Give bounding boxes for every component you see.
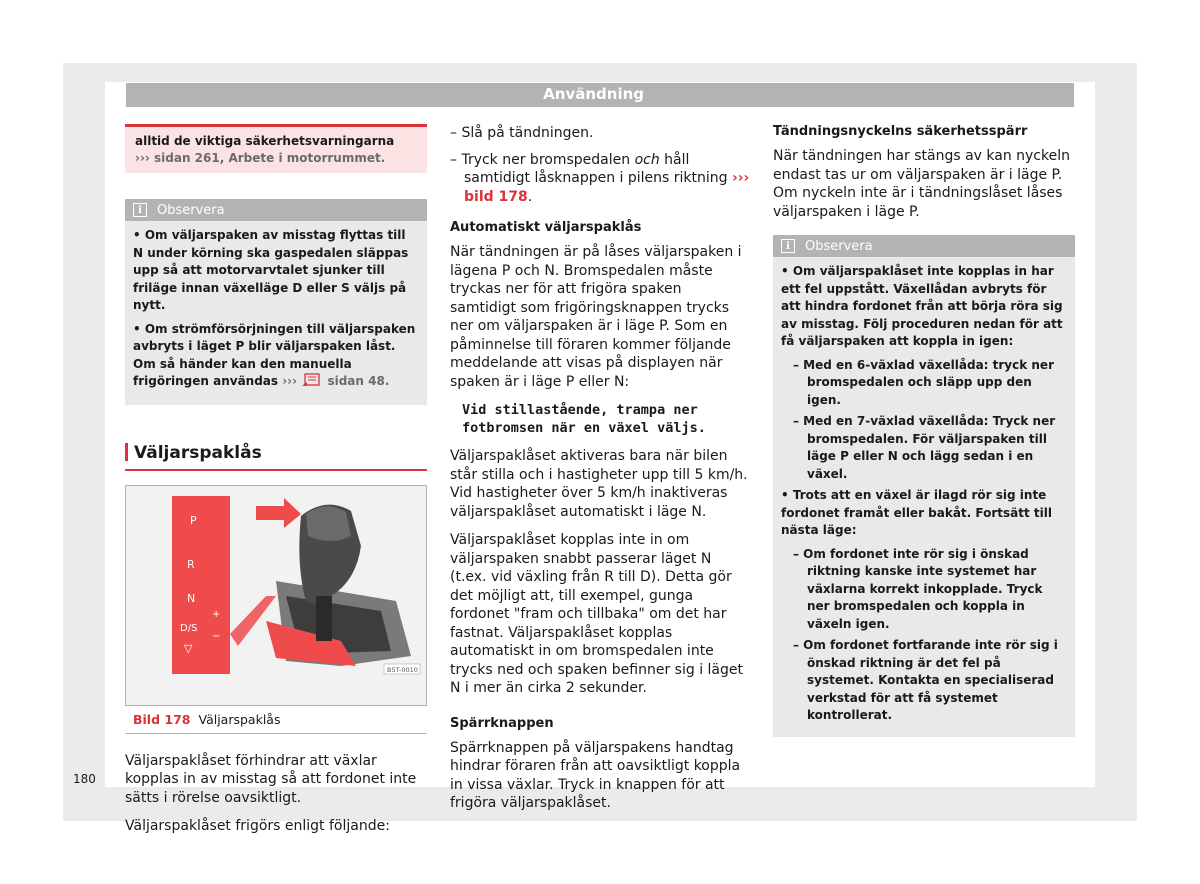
note-header [125,199,427,221]
note-item: • Om väljarspaken av misstag flyttas till N under körning ska gaspedalen släppas upp så att motorvarvtalet sjunker till friläge innan växelläge D eller S väljs på nytt. [133,228,409,312]
column-1 [125,124,427,846]
note-item: • Om strömförsörjningen till väljarspaken avbryts i läget P blir väljarspaken låst. Om så händer kan den manuella frigöringen användas ››› sidan 48. [133,321,416,388]
gear-label-r: R [187,557,195,571]
gear-minus: − [212,630,221,642]
paragraph: Väljarspaklåset aktiveras bara när bilen står stilla och i hastigheter upp till 5 km/h. Vid hastigheter över 5 km/h inaktiveras väljarspaklåset automatiskt i läge N. [450,448,748,520]
caption-text: Väljarspaklås [198,711,281,727]
column-3 [773,124,1075,737]
gear-selector-illustration [126,486,426,705]
display-message: Vid stillastående, trampa ner fotbromsen när en växel väljs. [462,402,706,436]
section-title: Väljarspaklås [125,443,427,471]
note-sub-item: – Med en 6-växlad växellåda: tryck ner bromspedalen och släpp upp den igen. [793,357,1054,407]
note-sub-item: – Om fordonet fortfarande inte rör sig i önskad riktning är det fel på systemet. Kontakta en specialiserad verkstad för att få systemet kontrollerat. [793,638,1058,722]
page-number: 180 [73,772,96,786]
note-header [773,235,1075,257]
subheading: Automatiskt väljarspaklås [450,220,642,235]
paragraph: När tändningen har stängs av kan nyckeln endast tas ur om väljarspaken är i läge P. Om nyckeln inte är i tändningslåset låses väljarspaken i läge P. [773,148,1070,220]
paragraph: När tändningen är på låses väljarspaken i lägena P och N. Bromspedalen måste tryckas ner för att frigöra spaken samtidigt som frigöringsknappen trycks ner om väljarspaken är i läge P. Som en påminnelse till föraren kommer följande meddelande att visas på displayen när spaken är i läge P eller N: [450,244,742,390]
note-title: Observera [805,238,873,254]
info-icon: i [133,203,147,217]
note-sub-item: – Om fordonet inte rör sig i önskad riktning kanske inte systemet har växlarna korrekt inkopplade. Tryck ner bromspedalen och koppla in växeln igen. [793,546,1043,631]
warning-text: alltid de viktiga säkerhetsvarningarna [135,134,395,148]
note-item: • Om väljarspaklåset inte kopplas in har ett fel uppstått. Växellådan avbryts för att hindra fordonet från att börja röra sig av misstag. Följ proceduren nedan för att få väljarspaken att koppla in igen: [781,264,1063,348]
note-title: Observera [157,202,225,218]
figure-link[interactable]: ››› bild 178 [464,170,750,205]
note-body [125,221,427,391]
caption-label: Bild 178 [133,711,191,727]
paragraph: Spärrknappen på väljarspakens handtag hindrar föraren från att oavsiktligt koppla in vissa växlar. Tryck in knappen för att frigöra väljarspaklåset. [450,739,741,811]
gear-label-n: N [187,591,196,605]
note-body [773,257,1075,725]
step-item: – Tryck ner bromspedalen och håll samtidigt låsknappen i pilens riktning ››› bild 178. [450,151,750,205]
info-icon: i [781,239,795,253]
gear-label-p: P [190,513,197,527]
figure-caption [125,706,427,734]
subheading: Spärrknappen [450,715,554,731]
gear-label-ds: D/S [180,622,198,634]
warning-link[interactable]: ››› sidan 261, Arbete i motorrummet. [135,151,386,165]
page-header [126,83,1074,107]
gear-strip [172,496,230,674]
subheading: Tändningsnyckelns säkerhetsspärr [773,124,1028,139]
note-link[interactable]: sidan 48. [327,374,390,388]
gear-plus: + [212,608,221,620]
gear-label-tiptronic: ▽ [184,641,193,655]
column-2 [450,124,750,823]
paragraph: Väljarspaklåset förhindrar att växlar kopplas in av misstag så att fordonet inte sätts i rörelse oavsiktligt. [125,752,417,806]
note-box [773,235,1075,737]
warning-continuation [125,124,427,173]
step-item: – Slå på tändningen. [450,125,594,141]
figure-gear-selector [125,485,427,706]
note-sub-item: – Med en 7-växlad växellåda: Tryck ner bromspedalen. För väljarspaken till läge P eller N och lägg sedan i en växel. [793,414,1056,481]
manual-reference-icon [301,373,323,387]
figure-code: B5T-0010 [387,665,418,674]
note-item: • Trots att en växel är ilagd rör sig inte fordonet framåt eller bakåt. Fortsätt till nästa läge: [781,488,1052,537]
note-box [125,199,427,405]
header-title: Användning [543,85,644,103]
paragraph: Väljarspaklåset frigörs enligt följande: [125,818,390,834]
paragraph: Väljarspaklåset kopplas inte in om väljarspaken snabbt passerar läget N (t.ex. vid växling från R till D). Detta gör det möjligt att, till exempel, gunga fordonet "fram och tillbaka" om det har fastnat. Väljarspaklåset kopplas automatiskt in om bromspedalen inte trycks ned och spaken befinner sig i läget N i mer än cirka 2 sekunder. [450,532,743,696]
